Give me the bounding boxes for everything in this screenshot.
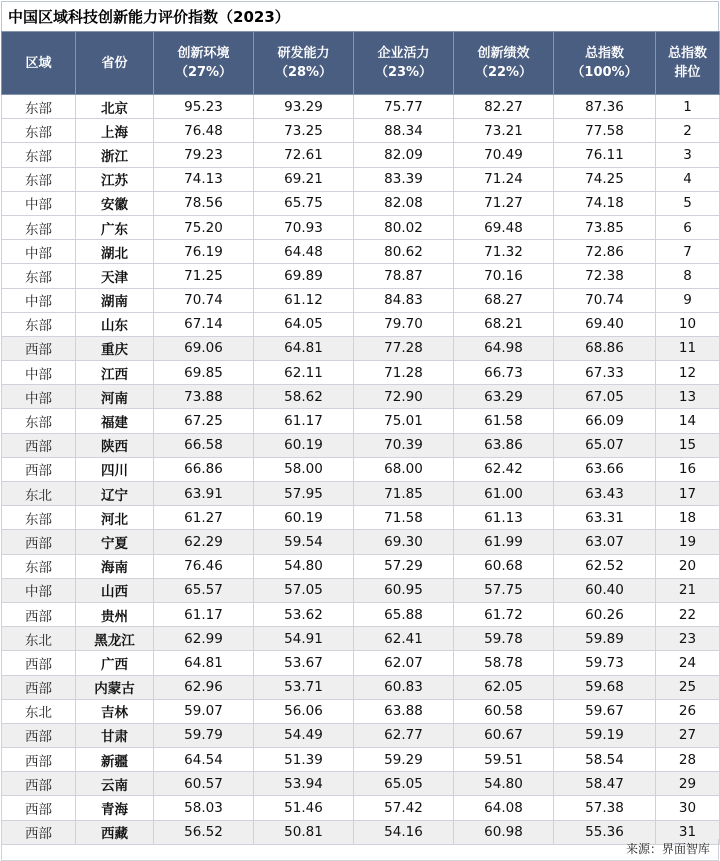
cell-region: 西部: [2, 602, 76, 626]
cell-innovation-environment: 73.88: [154, 385, 254, 409]
cell-rank: 24: [656, 651, 720, 675]
cell-total-index: 60.26: [554, 602, 656, 626]
cell-innovation-performance: 61.58: [454, 409, 554, 433]
table-row: [2, 433, 720, 457]
table-row: [2, 215, 720, 239]
cell-innovation-performance: 68.27: [454, 288, 554, 312]
table-row: [2, 627, 720, 651]
table-row: [2, 119, 720, 143]
cell-total-index: 76.11: [554, 143, 656, 167]
cell-enterprise-vitality: 60.83: [354, 675, 454, 699]
cell-rank: 3: [656, 143, 720, 167]
cell-innovation-performance: 73.21: [454, 119, 554, 143]
cell-rank: 30: [656, 796, 720, 820]
cell-rank: 15: [656, 433, 720, 457]
table-row: [2, 95, 720, 119]
cell-enterprise-vitality: 65.88: [354, 602, 454, 626]
cell-region: 西部: [2, 820, 76, 844]
cell-rd-capability: 60.19: [254, 506, 354, 530]
cell-rank: 2: [656, 119, 720, 143]
cell-province: 青海: [76, 796, 154, 820]
cell-innovation-environment: 76.46: [154, 554, 254, 578]
cell-enterprise-vitality: 80.62: [354, 240, 454, 264]
cell-total-index: 67.33: [554, 361, 656, 385]
cell-region: 西部: [2, 748, 76, 772]
cell-region: 东部: [2, 119, 76, 143]
cell-enterprise-vitality: 60.95: [354, 578, 454, 602]
cell-rd-capability: 61.12: [254, 288, 354, 312]
table-row: [2, 748, 720, 772]
cell-total-index: 67.05: [554, 385, 656, 409]
cell-innovation-environment: 65.57: [154, 578, 254, 602]
cell-total-index: 65.07: [554, 433, 656, 457]
cell-innovation-performance: 61.00: [454, 482, 554, 506]
cell-rank: 25: [656, 675, 720, 699]
cell-rd-capability: 58.00: [254, 457, 354, 481]
cell-enterprise-vitality: 59.29: [354, 748, 454, 772]
cell-innovation-environment: 71.25: [154, 264, 254, 288]
cell-rd-capability: 65.75: [254, 191, 354, 215]
cell-innovation-performance: 61.13: [454, 506, 554, 530]
cell-rank: 7: [656, 240, 720, 264]
cell-total-index: 63.43: [554, 482, 656, 506]
cell-rank: 4: [656, 167, 720, 191]
cell-innovation-environment: 69.85: [154, 361, 254, 385]
cell-innovation-performance: 60.58: [454, 699, 554, 723]
cell-rank: 9: [656, 288, 720, 312]
cell-total-index: 73.85: [554, 215, 656, 239]
cell-province: 吉林: [76, 699, 154, 723]
table-body: [2, 95, 720, 845]
cell-rd-capability: 53.71: [254, 675, 354, 699]
header-innovation-environment: 创新环境 （27%）: [154, 32, 254, 95]
cell-innovation-performance: 61.72: [454, 602, 554, 626]
cell-total-index: 63.66: [554, 457, 656, 481]
cell-region: 东部: [2, 264, 76, 288]
cell-innovation-performance: 64.08: [454, 796, 554, 820]
cell-innovation-performance: 60.98: [454, 820, 554, 844]
cell-region: 西部: [2, 723, 76, 747]
cell-rd-capability: 61.17: [254, 409, 354, 433]
cell-region: 东部: [2, 167, 76, 191]
cell-innovation-performance: 59.51: [454, 748, 554, 772]
cell-total-index: 72.86: [554, 240, 656, 264]
cell-innovation-environment: 62.99: [154, 627, 254, 651]
cell-enterprise-vitality: 75.01: [354, 409, 454, 433]
cell-total-index: 66.09: [554, 409, 656, 433]
cell-rd-capability: 73.25: [254, 119, 354, 143]
cell-region: 东部: [2, 143, 76, 167]
cell-innovation-environment: 79.23: [154, 143, 254, 167]
header-province: 省份: [76, 32, 154, 95]
cell-innovation-performance: 63.29: [454, 385, 554, 409]
cell-total-index: 59.73: [554, 651, 656, 675]
cell-enterprise-vitality: 72.90: [354, 385, 454, 409]
cell-innovation-performance: 71.24: [454, 167, 554, 191]
cell-innovation-performance: 58.78: [454, 651, 554, 675]
cell-province: 西藏: [76, 820, 154, 844]
cell-province: 山东: [76, 312, 154, 336]
header-rank: 总指数 排位: [656, 32, 720, 95]
cell-rd-capability: 51.46: [254, 796, 354, 820]
cell-innovation-performance: 60.68: [454, 554, 554, 578]
cell-rank: 1: [656, 95, 720, 119]
cell-rd-capability: 93.29: [254, 95, 354, 119]
cell-enterprise-vitality: 62.41: [354, 627, 454, 651]
cell-enterprise-vitality: 68.00: [354, 457, 454, 481]
cell-innovation-environment: 95.23: [154, 95, 254, 119]
cell-province: 湖南: [76, 288, 154, 312]
cell-enterprise-vitality: 78.87: [354, 264, 454, 288]
cell-region: 西部: [2, 796, 76, 820]
cell-rd-capability: 54.49: [254, 723, 354, 747]
cell-total-index: 63.07: [554, 530, 656, 554]
table-row: [2, 796, 720, 820]
cell-rd-capability: 53.67: [254, 651, 354, 675]
cell-province: 江西: [76, 361, 154, 385]
cell-innovation-environment: 64.81: [154, 651, 254, 675]
cell-enterprise-vitality: 75.77: [354, 95, 454, 119]
cell-province: 湖北: [76, 240, 154, 264]
cell-province: 江苏: [76, 167, 154, 191]
cell-province: 上海: [76, 119, 154, 143]
cell-rd-capability: 60.19: [254, 433, 354, 457]
cell-enterprise-vitality: 71.28: [354, 361, 454, 385]
cell-total-index: 68.86: [554, 336, 656, 360]
cell-province: 河北: [76, 506, 154, 530]
cell-total-index: 70.74: [554, 288, 656, 312]
header-row: [2, 32, 720, 95]
cell-enterprise-vitality: 54.16: [354, 820, 454, 844]
table-row: [2, 772, 720, 796]
cell-rd-capability: 64.81: [254, 336, 354, 360]
cell-innovation-environment: 78.56: [154, 191, 254, 215]
table-row: [2, 699, 720, 723]
table-title: 中国区域科技创新能力评价指数（2023）: [1, 1, 719, 31]
cell-rank: 29: [656, 772, 720, 796]
cell-province: 宁夏: [76, 530, 154, 554]
cell-rank: 12: [656, 361, 720, 385]
cell-province: 四川: [76, 457, 154, 481]
cell-province: 广东: [76, 215, 154, 239]
table-row: [2, 723, 720, 747]
cell-total-index: 57.38: [554, 796, 656, 820]
cell-innovation-performance: 64.98: [454, 336, 554, 360]
header-enterprise-vitality: 企业活力 （23%）: [354, 32, 454, 95]
cell-province: 云南: [76, 772, 154, 796]
cell-rd-capability: 50.81: [254, 820, 354, 844]
cell-region: 中部: [2, 191, 76, 215]
cell-total-index: 59.68: [554, 675, 656, 699]
table-row: [2, 409, 720, 433]
cell-rank: 18: [656, 506, 720, 530]
cell-enterprise-vitality: 82.09: [354, 143, 454, 167]
cell-innovation-performance: 71.27: [454, 191, 554, 215]
header-innovation-performance: 创新绩效 （22%）: [454, 32, 554, 95]
table-row: [2, 264, 720, 288]
cell-region: 东部: [2, 554, 76, 578]
cell-province: 天津: [76, 264, 154, 288]
cell-rank: 6: [656, 215, 720, 239]
cell-total-index: 74.18: [554, 191, 656, 215]
cell-region: 西部: [2, 336, 76, 360]
cell-enterprise-vitality: 80.02: [354, 215, 454, 239]
cell-enterprise-vitality: 83.39: [354, 167, 454, 191]
cell-region: 西部: [2, 530, 76, 554]
cell-rank: 23: [656, 627, 720, 651]
table-row: [2, 385, 720, 409]
cell-total-index: 63.31: [554, 506, 656, 530]
header-region: 区域: [2, 32, 76, 95]
cell-innovation-environment: 61.17: [154, 602, 254, 626]
cell-rd-capability: 59.54: [254, 530, 354, 554]
cell-total-index: 55.36: [554, 820, 656, 844]
cell-enterprise-vitality: 65.05: [354, 772, 454, 796]
table-row: [2, 578, 720, 602]
cell-innovation-performance: 63.86: [454, 433, 554, 457]
source-bar: [1, 839, 719, 861]
cell-region: 中部: [2, 385, 76, 409]
cell-rank: 28: [656, 748, 720, 772]
cell-total-index: 60.40: [554, 578, 656, 602]
cell-rank: 27: [656, 723, 720, 747]
cell-region: 中部: [2, 578, 76, 602]
cell-enterprise-vitality: 88.34: [354, 119, 454, 143]
cell-region: 东部: [2, 409, 76, 433]
cell-enterprise-vitality: 77.28: [354, 336, 454, 360]
cell-province: 河南: [76, 385, 154, 409]
cell-rd-capability: 64.05: [254, 312, 354, 336]
cell-province: 辽宁: [76, 482, 154, 506]
cell-innovation-environment: 66.58: [154, 433, 254, 457]
cell-enterprise-vitality: 71.85: [354, 482, 454, 506]
table-row: [2, 240, 720, 264]
cell-rd-capability: 54.80: [254, 554, 354, 578]
cell-region: 东北: [2, 627, 76, 651]
cell-innovation-environment: 59.07: [154, 699, 254, 723]
cell-innovation-performance: 66.73: [454, 361, 554, 385]
cell-rd-capability: 62.11: [254, 361, 354, 385]
table-row: [2, 288, 720, 312]
table-row: [2, 651, 720, 675]
table-row: [2, 312, 720, 336]
cell-rd-capability: 53.62: [254, 602, 354, 626]
table-row: [2, 336, 720, 360]
cell-innovation-performance: 82.27: [454, 95, 554, 119]
cell-enterprise-vitality: 63.88: [354, 699, 454, 723]
cell-total-index: 59.89: [554, 627, 656, 651]
table-row: [2, 143, 720, 167]
cell-province: 山西: [76, 578, 154, 602]
cell-rank: 11: [656, 336, 720, 360]
cell-province: 福建: [76, 409, 154, 433]
cell-innovation-performance: 70.16: [454, 264, 554, 288]
cell-region: 中部: [2, 288, 76, 312]
cell-rank: 13: [656, 385, 720, 409]
cell-innovation-environment: 76.48: [154, 119, 254, 143]
cell-total-index: 77.58: [554, 119, 656, 143]
cell-innovation-performance: 60.67: [454, 723, 554, 747]
table-row: [2, 675, 720, 699]
cell-innovation-performance: 68.21: [454, 312, 554, 336]
cell-region: 东北: [2, 482, 76, 506]
cell-rank: 8: [656, 264, 720, 288]
cell-region: 中部: [2, 240, 76, 264]
cell-province: 贵州: [76, 602, 154, 626]
cell-enterprise-vitality: 79.70: [354, 312, 454, 336]
cell-enterprise-vitality: 82.08: [354, 191, 454, 215]
cell-innovation-environment: 67.25: [154, 409, 254, 433]
cell-innovation-performance: 59.78: [454, 627, 554, 651]
cell-innovation-environment: 76.19: [154, 240, 254, 264]
cell-innovation-performance: 69.48: [454, 215, 554, 239]
cell-innovation-environment: 61.27: [154, 506, 254, 530]
cell-enterprise-vitality: 71.58: [354, 506, 454, 530]
cell-rank: 10: [656, 312, 720, 336]
cell-rd-capability: 72.61: [254, 143, 354, 167]
cell-innovation-environment: 62.96: [154, 675, 254, 699]
source-note: 来源：界面智库: [625, 842, 710, 856]
header-total-index: 总指数 （100%）: [554, 32, 656, 95]
cell-rd-capability: 69.89: [254, 264, 354, 288]
cell-rank: 26: [656, 699, 720, 723]
cell-region: 西部: [2, 433, 76, 457]
table-row: [2, 191, 720, 215]
table-row: [2, 602, 720, 626]
cell-innovation-environment: 64.54: [154, 748, 254, 772]
cell-rank: 19: [656, 530, 720, 554]
cell-region: 东北: [2, 699, 76, 723]
cell-rd-capability: 58.62: [254, 385, 354, 409]
cell-innovation-environment: 67.14: [154, 312, 254, 336]
index-table: [1, 31, 720, 845]
cell-enterprise-vitality: 62.77: [354, 723, 454, 747]
cell-province: 安徽: [76, 191, 154, 215]
cell-total-index: 74.25: [554, 167, 656, 191]
cell-rd-capability: 64.48: [254, 240, 354, 264]
cell-region: 东部: [2, 312, 76, 336]
cell-province: 浙江: [76, 143, 154, 167]
cell-province: 甘肃: [76, 723, 154, 747]
table-row: [2, 506, 720, 530]
cell-rank: 20: [656, 554, 720, 578]
cell-total-index: 58.54: [554, 748, 656, 772]
table-row: [2, 482, 720, 506]
cell-region: 东部: [2, 215, 76, 239]
cell-innovation-environment: 74.13: [154, 167, 254, 191]
cell-innovation-environment: 60.57: [154, 772, 254, 796]
cell-total-index: 62.52: [554, 554, 656, 578]
cell-province: 内蒙古: [76, 675, 154, 699]
page: [0, 1, 720, 861]
table-row: [2, 554, 720, 578]
table-row: [2, 167, 720, 191]
cell-rd-capability: 57.05: [254, 578, 354, 602]
cell-innovation-environment: 75.20: [154, 215, 254, 239]
cell-innovation-performance: 70.49: [454, 143, 554, 167]
cell-rank: 16: [656, 457, 720, 481]
cell-region: 西部: [2, 675, 76, 699]
cell-innovation-performance: 54.80: [454, 772, 554, 796]
cell-enterprise-vitality: 84.83: [354, 288, 454, 312]
cell-rd-capability: 54.91: [254, 627, 354, 651]
cell-region: 西部: [2, 772, 76, 796]
cell-rd-capability: 56.06: [254, 699, 354, 723]
table-row: [2, 361, 720, 385]
cell-rank: 14: [656, 409, 720, 433]
cell-rd-capability: 70.93: [254, 215, 354, 239]
cell-innovation-environment: 58.03: [154, 796, 254, 820]
cell-innovation-performance: 71.32: [454, 240, 554, 264]
header-rd-capability: 研发能力 （28%）: [254, 32, 354, 95]
cell-innovation-environment: 69.06: [154, 336, 254, 360]
cell-province: 北京: [76, 95, 154, 119]
cell-rank: 17: [656, 482, 720, 506]
cell-rd-capability: 53.94: [254, 772, 354, 796]
cell-rd-capability: 69.21: [254, 167, 354, 191]
cell-region: 东部: [2, 506, 76, 530]
cell-province: 重庆: [76, 336, 154, 360]
cell-innovation-environment: 59.79: [154, 723, 254, 747]
cell-rd-capability: 57.95: [254, 482, 354, 506]
cell-region: 中部: [2, 361, 76, 385]
cell-total-index: 72.38: [554, 264, 656, 288]
cell-rd-capability: 51.39: [254, 748, 354, 772]
cell-province: 海南: [76, 554, 154, 578]
cell-province: 广西: [76, 651, 154, 675]
cell-innovation-environment: 66.86: [154, 457, 254, 481]
cell-innovation-environment: 63.91: [154, 482, 254, 506]
cell-enterprise-vitality: 69.30: [354, 530, 454, 554]
table-row: [2, 457, 720, 481]
table-row: [2, 530, 720, 554]
cell-province: 新疆: [76, 748, 154, 772]
cell-innovation-environment: 70.74: [154, 288, 254, 312]
cell-total-index: 59.67: [554, 699, 656, 723]
cell-innovation-performance: 62.05: [454, 675, 554, 699]
cell-innovation-environment: 56.52: [154, 820, 254, 844]
cell-total-index: 58.47: [554, 772, 656, 796]
cell-enterprise-vitality: 62.07: [354, 651, 454, 675]
cell-enterprise-vitality: 70.39: [354, 433, 454, 457]
cell-region: 西部: [2, 457, 76, 481]
cell-rank: 31: [656, 820, 720, 844]
cell-province: 黑龙江: [76, 627, 154, 651]
cell-total-index: 69.40: [554, 312, 656, 336]
cell-innovation-performance: 62.42: [454, 457, 554, 481]
cell-province: 陕西: [76, 433, 154, 457]
cell-region: 东部: [2, 95, 76, 119]
cell-innovation-performance: 57.75: [454, 578, 554, 602]
cell-total-index: 59.19: [554, 723, 656, 747]
cell-rank: 5: [656, 191, 720, 215]
cell-rank: 22: [656, 602, 720, 626]
cell-enterprise-vitality: 57.29: [354, 554, 454, 578]
cell-total-index: 87.36: [554, 95, 656, 119]
cell-rank: 21: [656, 578, 720, 602]
cell-innovation-environment: 62.29: [154, 530, 254, 554]
cell-innovation-performance: 61.99: [454, 530, 554, 554]
cell-enterprise-vitality: 57.42: [354, 796, 454, 820]
cell-region: 西部: [2, 651, 76, 675]
